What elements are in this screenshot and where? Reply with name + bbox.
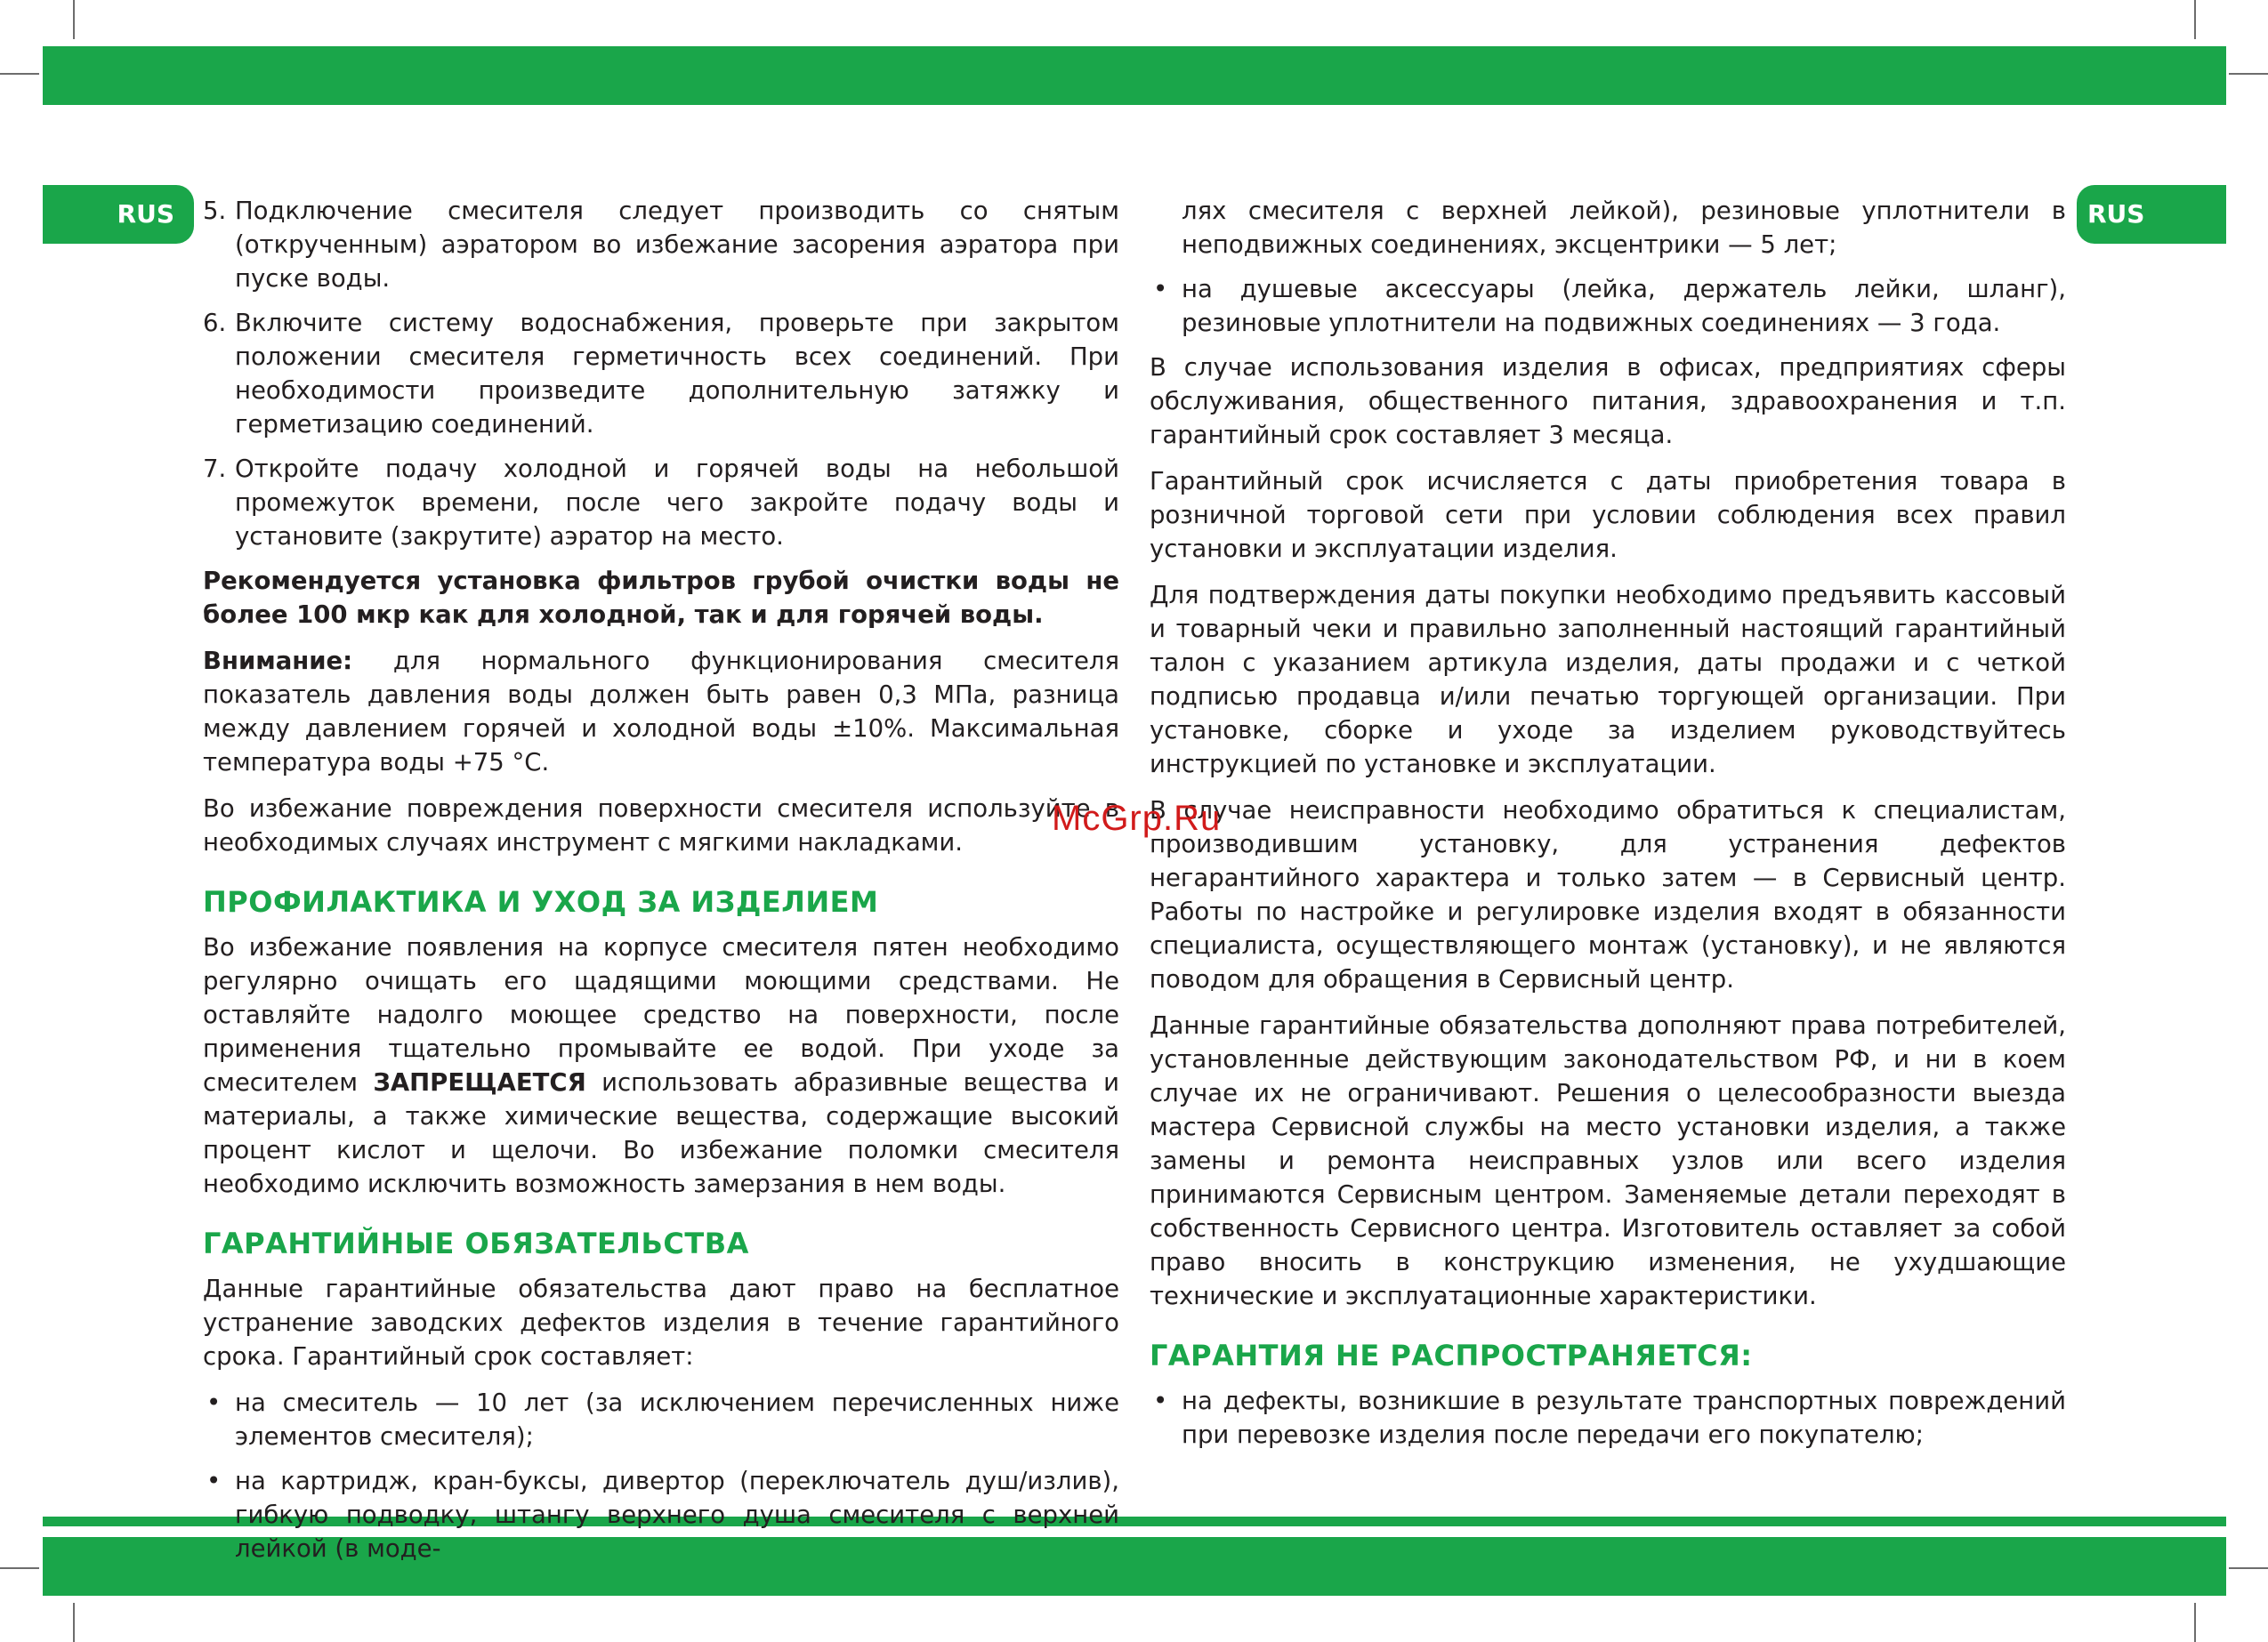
- list-item-continuation: лях смесителя с верхней лейкой), резиновые уплотнители в неподвижных соединениях, эксцентрики — 5 лет;: [1182, 197, 2066, 259]
- crop-mark: [2229, 73, 2268, 75]
- list-item-text: на душевые аксессуары (лейка, держатель лейки, шланг), резиновые уплотнители на подвижных соединениях — 3 года.: [1182, 275, 2066, 337]
- paragraph: В случае использования изделия в офисах, предприятиях сферы обслуживания, общественного питания, здравоохранения и т.п. гарантийный срок составляет 3 месяца.: [1150, 353, 2066, 449]
- warranty-intro: Данные гарантийные обязательства дают право на бесплатное устранение заводских дефектов изделия в течение гарантийного срока. Гарантийный срок составляет:: [203, 1275, 1119, 1371]
- bullet: •: [206, 1388, 222, 1417]
- language-tab-label: RUS: [117, 199, 174, 229]
- filter-recommendation: Рекомендуется установка фильтров грубой очистки воды не более 100 мкр как для холодной, так и для горячей воды.: [203, 567, 1119, 629]
- crop-mark: [0, 73, 39, 75]
- language-tab-left: [43, 185, 194, 244]
- warranty-heading: ГАРАНТИЙНЫЕ ОБЯЗАТЕЛЬСТВА: [203, 1227, 749, 1260]
- bullet: •: [206, 1467, 222, 1495]
- list-item-text: на смеситель — 10 лет (за исключением перечисленных ниже элементов смесителя);: [235, 1388, 1119, 1451]
- step-number: 5.: [203, 197, 227, 225]
- right-column: [1150, 194, 2066, 1462]
- crop-mark: [73, 1603, 75, 1642]
- crop-mark: [0, 1567, 39, 1569]
- watermark: McGrp.Ru: [1052, 799, 1222, 838]
- crop-mark: [2194, 1603, 2196, 1642]
- left-column: [203, 194, 1119, 1576]
- bullet: •: [1153, 275, 1168, 303]
- language-tab-right: [2077, 185, 2226, 244]
- list-item: [203, 1386, 1119, 1453]
- paragraph: Данные гарантийные обязательства дополняют права потребителей, установленные действующим законодательством РФ, и ни в коем случае их не ограничивают. Решения о целесообразности выезда мастера Сервисной службы на место установки изделия, а также замены и ремонта неисправных узлов или всего изделия принимаются Сервисным центром. Заменяемые детали переходят в собственность Сервисного центра. Изготовитель оставляет за собой право вносить в конструкцию изменения, не ухудшающие технические и эксплуатационные характеристики.: [1150, 1011, 2066, 1310]
- paragraph: Гарантийный срок исчисляется с даты приобретения товара в розничной торговой сети при условии соблюдения всех правил установки и эксплуатации изделия.: [1150, 467, 2066, 563]
- care-heading: ПРОФИЛАКТИКА И УХОД ЗА ИЗДЕЛИЕМ: [203, 885, 879, 919]
- step-text: Включите систему водоснабжения, проверьте при закрытом положении смесителя герметичность всех соединений. При необходимости произведите дополнительную затяжку и герметизацию соединений.: [235, 309, 1119, 439]
- step-text: Откройте подачу холодной и горячей воды на небольшой промежуток времени, после чего закройте подачу воды и установите (закрутите) аэратор на место.: [235, 455, 1119, 551]
- crop-mark: [2194, 0, 2196, 39]
- bullet: •: [1153, 1387, 1168, 1415]
- paragraph: Для подтверждения даты покупки необходимо предъявить кассовый и товарный чеки и правильно заполненный настоящий гарантийный талон с указанием артикула изделия, даты продажи и с четкой подписью продавца и/или печатью торгующей организации. При установке, сборке и уходе за изделием руководствуйтесь инструкцией по установке и эксплуатации.: [1150, 581, 2066, 778]
- language-tab-label: RUS: [2087, 199, 2145, 229]
- list-item: [203, 1464, 1119, 1566]
- attention-text: для нормального функционирования смесителя показатель давления воды должен быть равен 0,3 МПа, разница между давлением горячей и холодной воды ±10%. Максимальная температура воды +75 °C.: [203, 647, 1119, 777]
- crop-mark: [73, 0, 75, 39]
- top-green-band: [43, 46, 2226, 105]
- installation-step: [203, 452, 1119, 553]
- attention-label: Внимание:: [203, 647, 353, 675]
- list-item-text: на картридж, кран-буксы, дивертор (переключатель душ/излив), гибкую подводку, штангу верхнего душа смесителя с верхней лейкой (в моде-: [235, 1467, 1119, 1563]
- attention-paragraph: [203, 644, 1119, 779]
- list-item: [1150, 1384, 2066, 1452]
- step-number: 7.: [203, 455, 227, 483]
- tools-paragraph: Во избежание повреждения поверхности смесителя используйте в необходимых случаях инструмент с мягкими накладками.: [203, 794, 1119, 857]
- crop-mark: [2229, 1567, 2268, 1569]
- step-text: Подключение смесителя следует производить со снятым (открученным) аэратором во избежание засорения аэратора при пуске воды.: [235, 197, 1119, 293]
- installation-step: [203, 194, 1119, 295]
- step-number: 6.: [203, 309, 227, 337]
- care-prohibited: ЗАПРЕЩАЕТСЯ: [373, 1068, 586, 1097]
- list-item-text: на дефекты, возникшие в результате транспортных повреждений при перевозке изделия после передачи его покупателю;: [1182, 1387, 2066, 1449]
- list-item: [1150, 272, 2066, 340]
- paragraph: В случае неисправности необходимо обратиться к специалистам, производившим установку, для устранения дефектов негарантийного характера и только затем — в Сервисный центр. Работы по настройке и регулировке изделия входят в обязанности специалиста, осуществляющего монтаж (установку), и не являются поводом для обращения в Сервисный центр.: [1150, 796, 2066, 994]
- care-paragraph: Во избежание появления на корпусе смесителя пятен необходимо регулярно очищать его щадящими моющими средствами. Не оставляйте надолго моющее средство на поверхности, после применения тщательно промывайте ее водой. При уходе за смесителем ЗАПРЕЩАЕТСЯ использовать абразивные вещества и материалы, а также химические вещества, содержащие высокий процент кислот и щелочи. Во избежание поломки смесителя необходимо исключить возможность замерзания в нем воды.: [203, 933, 1119, 1198]
- exclusions-heading: ГАРАНТИЯ НЕ РАСПРОСТРАНЯЕТСЯ:: [1150, 1339, 1753, 1372]
- installation-step: [203, 306, 1119, 441]
